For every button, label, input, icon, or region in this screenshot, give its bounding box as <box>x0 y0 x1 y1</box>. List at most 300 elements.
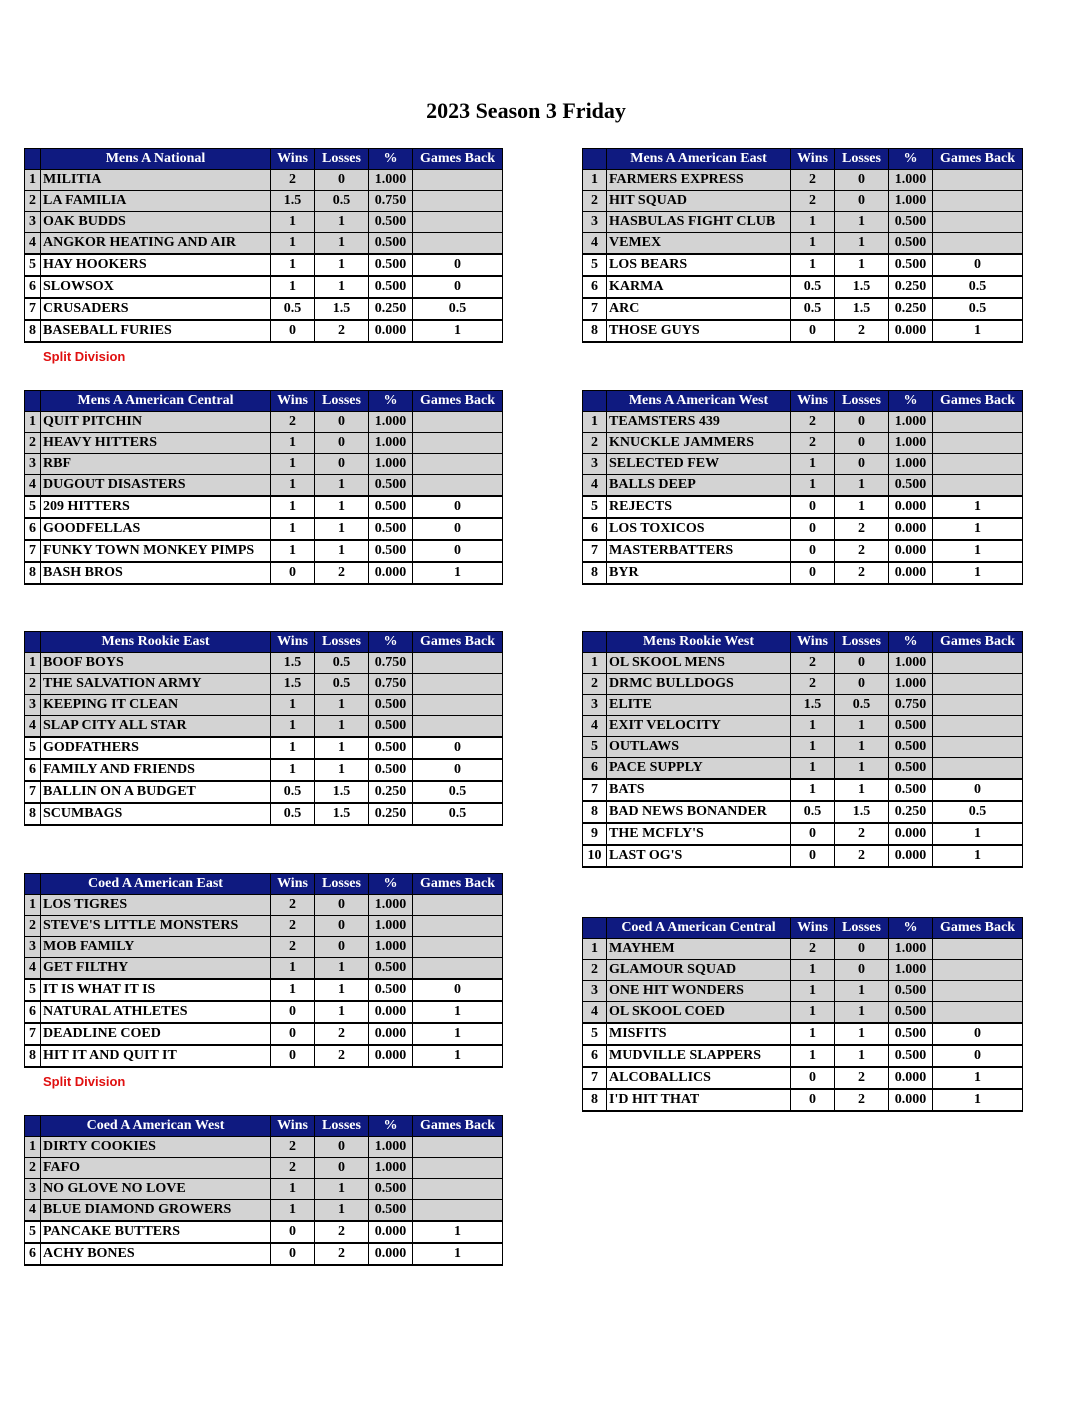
losses-cell: 1 <box>835 496 889 518</box>
team-name-cell: GLAMOUR SQUAD <box>607 960 791 981</box>
header-games-back: Games Back <box>413 874 503 895</box>
wins-cell: 1 <box>271 518 315 540</box>
pct-cell: 1.000 <box>369 1137 413 1158</box>
pct-cell: 0.000 <box>369 1023 413 1045</box>
losses-cell: 1 <box>315 233 369 255</box>
losses-cell: 2 <box>835 823 889 845</box>
rank-cell: 7 <box>583 779 607 801</box>
wins-cell: 0 <box>791 496 835 518</box>
pct-cell: 0.000 <box>369 320 413 342</box>
team-name-cell: NO GLOVE NO LOVE <box>41 1179 271 1200</box>
table-row <box>25 937 503 958</box>
team-name-cell: GODFATHERS <box>41 737 271 759</box>
losses-cell: 0 <box>835 960 889 981</box>
games-back-cell <box>933 716 1023 737</box>
team-name-cell: GET FILTHY <box>41 958 271 980</box>
games-back-cell <box>413 716 503 738</box>
division-name: Mens A American East <box>607 149 791 170</box>
losses-cell: 2 <box>835 1089 889 1111</box>
table-row <box>25 1023 503 1045</box>
division-name: Mens A National <box>41 149 271 170</box>
wins-cell: 0 <box>271 320 315 342</box>
table-header-row <box>583 632 1023 653</box>
team-name-cell: LAST OG'S <box>607 845 791 867</box>
header-pct: % <box>369 632 413 653</box>
losses-cell: 1 <box>835 475 889 497</box>
pct-cell: 1.000 <box>369 895 413 916</box>
games-back-cell: 1 <box>413 1045 503 1067</box>
split-division-note: Split Division <box>43 1074 126 1089</box>
losses-cell: 0 <box>315 937 369 958</box>
table-row <box>583 674 1023 695</box>
pct-cell: 0.500 <box>369 518 413 540</box>
pct-cell: 0.000 <box>889 496 933 518</box>
rank-cell: 1 <box>583 412 607 433</box>
wins-cell: 0 <box>791 540 835 562</box>
wins-cell: 0 <box>791 845 835 867</box>
wins-cell: 0.5 <box>271 781 315 803</box>
pct-cell: 1.000 <box>369 916 413 937</box>
games-back-cell <box>413 895 503 916</box>
pct-cell: 0.250 <box>369 298 413 320</box>
rank-cell: 6 <box>25 1243 41 1265</box>
team-name-cell: MAYHEM <box>607 939 791 960</box>
team-name-cell: THOSE GUYS <box>607 320 791 342</box>
rank-cell: 6 <box>583 276 607 298</box>
wins-cell: 1 <box>791 454 835 475</box>
pct-cell: 0.250 <box>889 276 933 298</box>
table-row <box>583 298 1023 320</box>
header-index-cell <box>583 391 607 412</box>
team-name-cell: DEADLINE COED <box>41 1023 271 1045</box>
header-index-cell <box>583 918 607 939</box>
pct-cell: 1.000 <box>889 939 933 960</box>
team-name-cell: OL SKOOL MENS <box>607 653 791 674</box>
rank-cell: 7 <box>25 1023 41 1045</box>
table-row <box>583 454 1023 475</box>
rank-cell: 1 <box>25 895 41 916</box>
header-losses: Losses <box>315 632 369 653</box>
table-row <box>583 1002 1023 1024</box>
standings-table <box>582 148 1023 343</box>
wins-cell: 1 <box>271 1179 315 1200</box>
wins-cell: 0 <box>271 1045 315 1067</box>
table-row <box>25 1179 503 1200</box>
losses-cell: 2 <box>315 562 369 584</box>
wins-cell: 0 <box>271 1023 315 1045</box>
pct-cell: 0.000 <box>889 845 933 867</box>
pct-cell: 0.250 <box>369 803 413 825</box>
rank-cell: 4 <box>583 233 607 255</box>
header-games-back: Games Back <box>413 149 503 170</box>
games-back-cell: 0.5 <box>413 781 503 803</box>
losses-cell: 1 <box>315 540 369 562</box>
table-row <box>583 1045 1023 1067</box>
rank-cell: 7 <box>583 540 607 562</box>
header-wins: Wins <box>791 918 835 939</box>
rank-cell: 7 <box>583 1067 607 1089</box>
rank-cell: 5 <box>583 254 607 276</box>
team-name-cell: EXIT VELOCITY <box>607 716 791 737</box>
table-row <box>25 233 503 255</box>
pct-cell: 1.000 <box>889 960 933 981</box>
wins-cell: 2 <box>791 674 835 695</box>
rank-cell: 7 <box>583 298 607 320</box>
table-row <box>583 960 1023 981</box>
wins-cell: 1 <box>791 254 835 276</box>
table-row <box>25 759 503 781</box>
wins-cell: 1 <box>271 979 315 1001</box>
games-back-cell: 1 <box>413 1023 503 1045</box>
rank-cell: 3 <box>583 212 607 233</box>
losses-cell: 0 <box>835 454 889 475</box>
wins-cell: 1 <box>271 496 315 518</box>
division-name: Mens A American West <box>607 391 791 412</box>
team-name-cell: FUNKY TOWN MONKEY PIMPS <box>41 540 271 562</box>
pct-cell: 0.000 <box>889 320 933 342</box>
table-header-row <box>583 391 1023 412</box>
team-name-cell: BYR <box>607 562 791 584</box>
team-name-cell: BOOF BOYS <box>41 653 271 674</box>
table-row <box>583 276 1023 298</box>
header-games-back: Games Back <box>933 632 1023 653</box>
games-back-cell: 1 <box>933 320 1023 342</box>
games-back-cell: 0.5 <box>933 276 1023 298</box>
wins-cell: 1 <box>791 716 835 737</box>
rank-cell: 7 <box>25 298 41 320</box>
division-name: Coed A American Central <box>607 918 791 939</box>
losses-cell: 2 <box>315 1045 369 1067</box>
losses-cell: 1 <box>315 958 369 980</box>
rank-cell: 3 <box>25 454 41 475</box>
losses-cell: 1 <box>315 979 369 1001</box>
games-back-cell <box>413 1179 503 1200</box>
header-index-cell <box>25 149 41 170</box>
losses-cell: 0 <box>315 170 369 191</box>
games-back-cell: 0 <box>933 1023 1023 1045</box>
losses-cell: 1.5 <box>315 298 369 320</box>
wins-cell: 2 <box>271 916 315 937</box>
rank-cell: 7 <box>25 781 41 803</box>
division-name: Coed A American East <box>41 874 271 895</box>
table-row <box>25 737 503 759</box>
pct-cell: 0.000 <box>889 562 933 584</box>
table-row <box>25 958 503 980</box>
wins-cell: 0 <box>791 823 835 845</box>
wins-cell: 1 <box>271 433 315 454</box>
losses-cell: 1 <box>835 233 889 255</box>
pct-cell: 0.500 <box>889 1002 933 1024</box>
rank-cell: 8 <box>583 801 607 823</box>
games-back-cell <box>933 475 1023 497</box>
wins-cell: 1 <box>791 981 835 1002</box>
wins-cell: 1 <box>271 212 315 233</box>
rank-cell: 6 <box>25 518 41 540</box>
games-back-cell <box>413 653 503 674</box>
wins-cell: 1 <box>271 958 315 980</box>
pct-cell: 0.500 <box>889 475 933 497</box>
team-name-cell: 209 HITTERS <box>41 496 271 518</box>
header-wins: Wins <box>271 874 315 895</box>
team-name-cell: FARMERS EXPRESS <box>607 170 791 191</box>
wins-cell: 0 <box>791 1067 835 1089</box>
table-row <box>583 233 1023 255</box>
table-row <box>25 803 503 825</box>
wins-cell: 1 <box>271 540 315 562</box>
games-back-cell: 0 <box>413 540 503 562</box>
header-index-cell <box>25 874 41 895</box>
wins-cell: 2 <box>791 412 835 433</box>
rank-cell: 3 <box>25 937 41 958</box>
wins-cell: 2 <box>791 170 835 191</box>
team-name-cell: IT IS WHAT IT IS <box>41 979 271 1001</box>
losses-cell: 0 <box>835 170 889 191</box>
rank-cell: 1 <box>583 653 607 674</box>
pct-cell: 0.500 <box>889 212 933 233</box>
standings-table <box>582 631 1023 868</box>
standings-table <box>24 390 503 585</box>
games-back-cell <box>933 1002 1023 1024</box>
header-pct: % <box>369 149 413 170</box>
table-row <box>583 1023 1023 1045</box>
team-name-cell: DUGOUT DISASTERS <box>41 475 271 497</box>
rank-cell: 3 <box>583 454 607 475</box>
pct-cell: 0.500 <box>369 233 413 255</box>
team-name-cell: SLOWSOX <box>41 276 271 298</box>
games-back-cell <box>933 674 1023 695</box>
header-index-cell <box>25 1116 41 1137</box>
table-row <box>25 895 503 916</box>
table-row <box>25 170 503 191</box>
wins-cell: 0 <box>791 562 835 584</box>
losses-cell: 2 <box>315 1221 369 1243</box>
table-row <box>583 737 1023 758</box>
table-header-row <box>25 1116 503 1137</box>
table-row <box>25 695 503 716</box>
table-header-row <box>25 874 503 895</box>
games-back-cell <box>413 1200 503 1222</box>
team-name-cell: LA FAMILIA <box>41 191 271 212</box>
losses-cell: 0 <box>315 895 369 916</box>
team-name-cell: NATURAL ATHLETES <box>41 1001 271 1023</box>
table-row <box>583 412 1023 433</box>
table-row <box>583 845 1023 867</box>
rank-cell: 3 <box>25 1179 41 1200</box>
losses-cell: 0 <box>835 433 889 454</box>
rank-cell: 8 <box>583 1089 607 1111</box>
team-name-cell: BASEBALL FURIES <box>41 320 271 342</box>
wins-cell: 0 <box>271 562 315 584</box>
rank-cell: 5 <box>25 737 41 759</box>
wins-cell: 2 <box>271 412 315 433</box>
table-row <box>25 433 503 454</box>
games-back-cell <box>413 212 503 233</box>
division-name: Mens Rookie East <box>41 632 271 653</box>
losses-cell: 1 <box>835 716 889 737</box>
table-row <box>583 779 1023 801</box>
pct-cell: 1.000 <box>369 454 413 475</box>
games-back-cell: 1 <box>933 496 1023 518</box>
table-row <box>583 433 1023 454</box>
table-row <box>583 653 1023 674</box>
wins-cell: 1 <box>791 737 835 758</box>
team-name-cell: MASTERBATTERS <box>607 540 791 562</box>
losses-cell: 1.5 <box>315 803 369 825</box>
games-back-cell <box>933 758 1023 780</box>
team-name-cell: SLAP CITY ALL STAR <box>41 716 271 738</box>
games-back-cell: 1 <box>933 1089 1023 1111</box>
games-back-cell <box>933 939 1023 960</box>
losses-cell: 1.5 <box>835 298 889 320</box>
pct-cell: 0.000 <box>889 823 933 845</box>
rank-cell: 5 <box>583 737 607 758</box>
losses-cell: 0 <box>315 433 369 454</box>
team-name-cell: OL SKOOL COED <box>607 1002 791 1024</box>
wins-cell: 1 <box>791 779 835 801</box>
games-back-cell <box>413 1137 503 1158</box>
wins-cell: 1 <box>271 1200 315 1222</box>
rank-cell: 1 <box>25 412 41 433</box>
losses-cell: 0 <box>315 916 369 937</box>
losses-cell: 0.5 <box>315 191 369 212</box>
table-row <box>583 939 1023 960</box>
header-games-back: Games Back <box>413 632 503 653</box>
games-back-cell: 1 <box>933 562 1023 584</box>
games-back-cell <box>933 737 1023 758</box>
rank-cell: 4 <box>583 1002 607 1024</box>
pct-cell: 0.500 <box>369 276 413 298</box>
games-back-cell <box>413 412 503 433</box>
losses-cell: 0 <box>315 1158 369 1179</box>
pct-cell: 0.250 <box>889 298 933 320</box>
rank-cell: 3 <box>25 695 41 716</box>
pct-cell: 0.500 <box>889 737 933 758</box>
games-back-cell: 1 <box>413 1001 503 1023</box>
table-row <box>583 716 1023 737</box>
pct-cell: 1.000 <box>889 433 933 454</box>
rank-cell: 5 <box>583 496 607 518</box>
division-name: Coed A American West <box>41 1116 271 1137</box>
team-name-cell: SELECTED FEW <box>607 454 791 475</box>
losses-cell: 1 <box>835 1002 889 1024</box>
games-back-cell: 1 <box>933 540 1023 562</box>
pct-cell: 0.500 <box>889 1045 933 1067</box>
rank-cell: 6 <box>25 1001 41 1023</box>
games-back-cell <box>933 695 1023 716</box>
wins-cell: 2 <box>791 191 835 212</box>
team-name-cell: HAY HOOKERS <box>41 254 271 276</box>
team-name-cell: HIT IT AND QUIT IT <box>41 1045 271 1067</box>
table-row <box>583 540 1023 562</box>
rank-cell: 4 <box>583 716 607 737</box>
games-back-cell: 0 <box>413 737 503 759</box>
table-row <box>25 298 503 320</box>
games-back-cell <box>933 960 1023 981</box>
losses-cell: 0.5 <box>315 653 369 674</box>
wins-cell: 0.5 <box>791 801 835 823</box>
team-name-cell: ALCOBALLICS <box>607 1067 791 1089</box>
pct-cell: 0.500 <box>369 716 413 738</box>
header-wins: Wins <box>271 391 315 412</box>
wins-cell: 1 <box>271 695 315 716</box>
pct-cell: 0.500 <box>889 981 933 1002</box>
games-back-cell <box>413 958 503 980</box>
team-name-cell: REJECTS <box>607 496 791 518</box>
losses-cell: 1.5 <box>835 801 889 823</box>
wins-cell: 1 <box>271 475 315 497</box>
table-row <box>25 716 503 738</box>
wins-cell: 1 <box>791 1023 835 1045</box>
losses-cell: 2 <box>835 320 889 342</box>
team-name-cell: HASBULAS FIGHT CLUB <box>607 212 791 233</box>
table-header-row <box>25 632 503 653</box>
pct-cell: 0.500 <box>369 212 413 233</box>
header-games-back: Games Back <box>933 918 1023 939</box>
pct-cell: 0.000 <box>889 1089 933 1111</box>
rank-cell: 4 <box>25 1200 41 1222</box>
header-wins: Wins <box>791 632 835 653</box>
team-name-cell: DIRTY COOKIES <box>41 1137 271 1158</box>
table-row <box>583 518 1023 540</box>
table-header-row <box>583 149 1023 170</box>
header-index-cell <box>25 632 41 653</box>
pct-cell: 0.500 <box>369 979 413 1001</box>
table-header-row <box>25 391 503 412</box>
wins-cell: 2 <box>791 939 835 960</box>
table-row <box>25 674 503 695</box>
header-losses: Losses <box>315 149 369 170</box>
header-wins: Wins <box>271 632 315 653</box>
games-back-cell <box>413 916 503 937</box>
losses-cell: 1 <box>835 981 889 1002</box>
wins-cell: 0.5 <box>791 276 835 298</box>
team-name-cell: FAFO <box>41 1158 271 1179</box>
table-row <box>25 518 503 540</box>
header-index-cell <box>583 632 607 653</box>
wins-cell: 1.5 <box>791 695 835 716</box>
team-name-cell: GOODFELLAS <box>41 518 271 540</box>
games-back-cell <box>933 981 1023 1002</box>
games-back-cell <box>413 937 503 958</box>
games-back-cell: 1 <box>933 823 1023 845</box>
losses-cell: 0 <box>835 412 889 433</box>
rank-cell: 2 <box>583 433 607 454</box>
games-back-cell: 0 <box>413 979 503 1001</box>
rank-cell: 2 <box>25 433 41 454</box>
pct-cell: 0.000 <box>889 518 933 540</box>
rank-cell: 3 <box>583 695 607 716</box>
games-back-cell: 1 <box>413 562 503 584</box>
rank-cell: 3 <box>25 212 41 233</box>
team-name-cell: LOS TIGRES <box>41 895 271 916</box>
rank-cell: 5 <box>25 496 41 518</box>
wins-cell: 1 <box>271 716 315 738</box>
pct-cell: 0.000 <box>889 540 933 562</box>
pct-cell: 0.500 <box>369 475 413 497</box>
rank-cell: 8 <box>25 803 41 825</box>
team-name-cell: HIT SQUAD <box>607 191 791 212</box>
games-back-cell: 0 <box>933 1045 1023 1067</box>
wins-cell: 1.5 <box>271 653 315 674</box>
pct-cell: 0.500 <box>889 1023 933 1045</box>
rank-cell: 2 <box>25 916 41 937</box>
table-row <box>25 1001 503 1023</box>
team-name-cell: ANGKOR HEATING AND AIR <box>41 233 271 255</box>
games-back-cell <box>413 475 503 497</box>
rank-cell: 1 <box>583 170 607 191</box>
header-games-back: Games Back <box>933 391 1023 412</box>
team-name-cell: I'D HIT THAT <box>607 1089 791 1111</box>
